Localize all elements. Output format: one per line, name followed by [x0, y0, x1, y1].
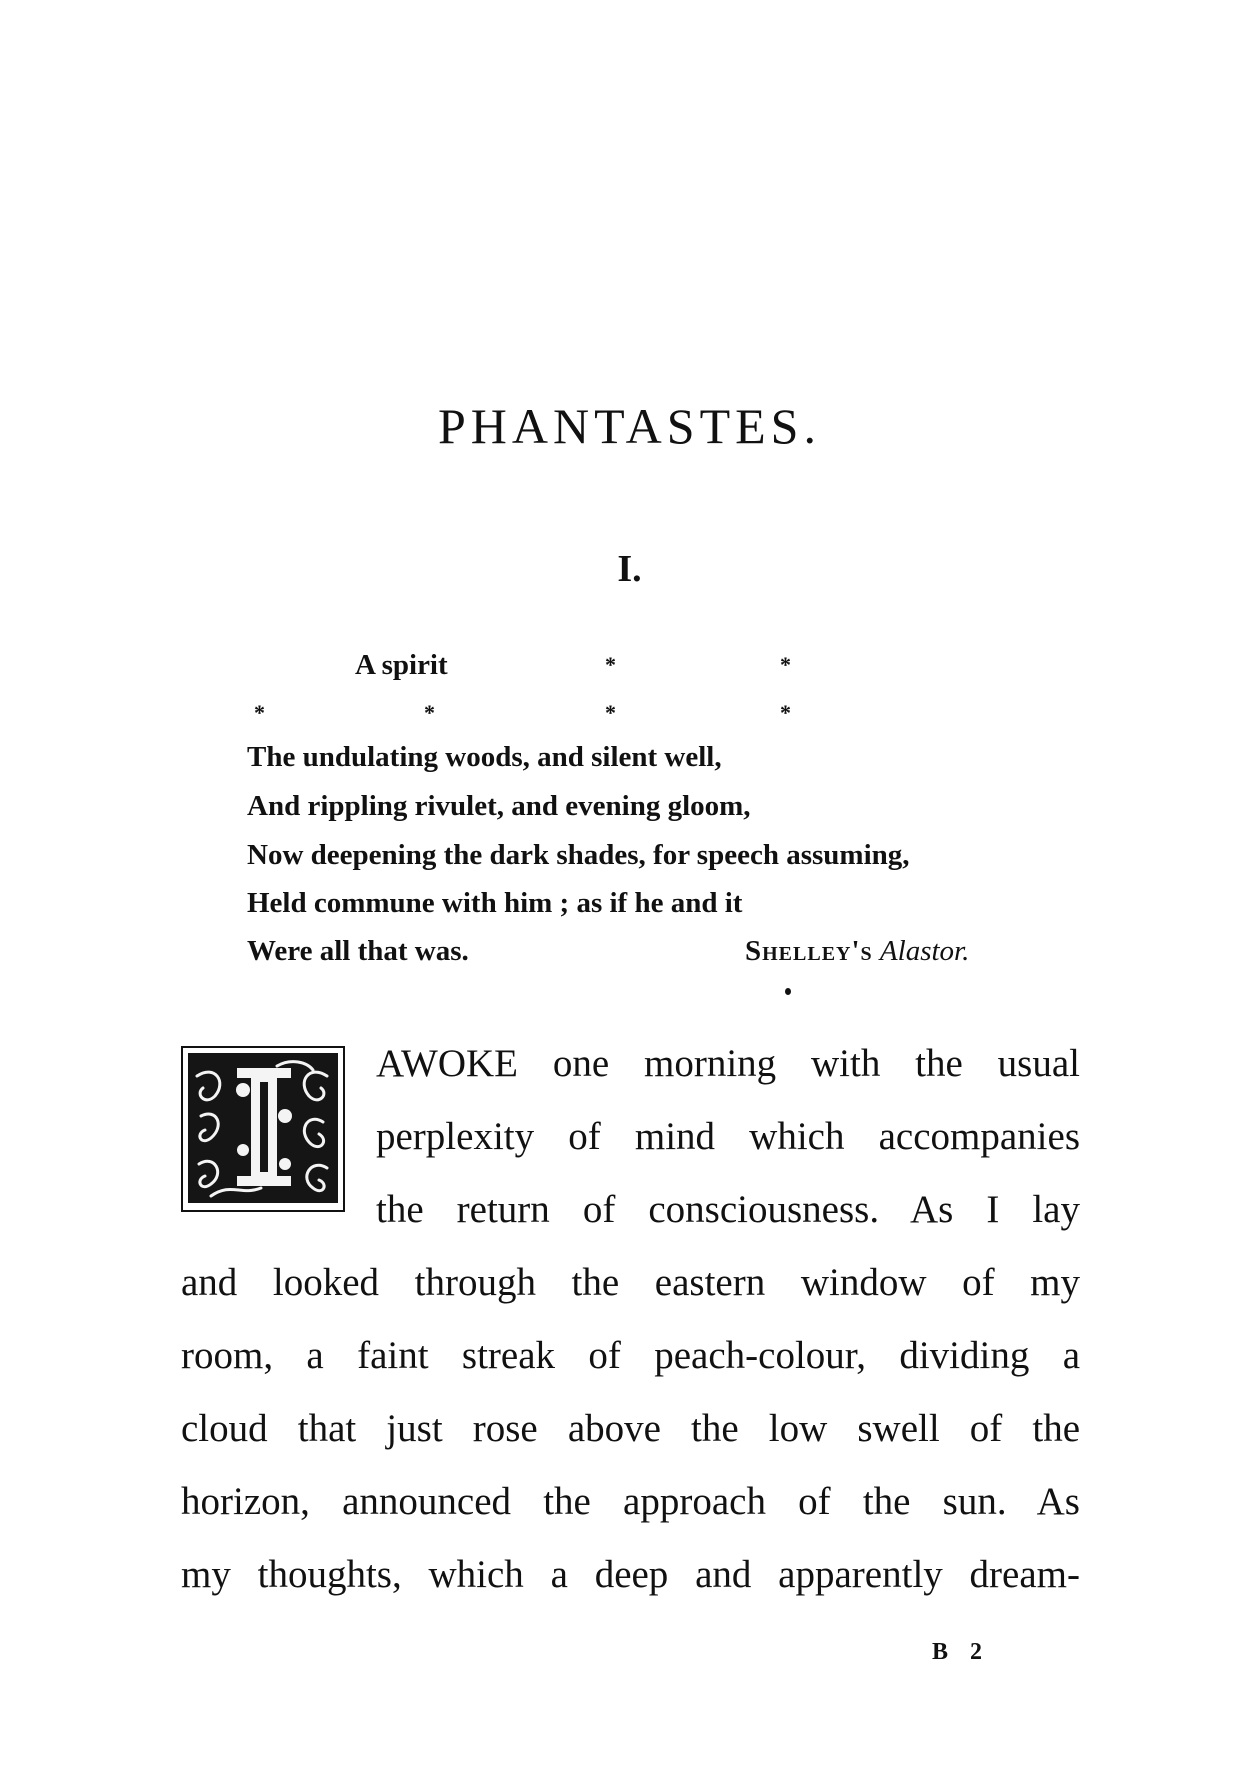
epigraph-line: Held commune with him ; as if he and it — [247, 887, 743, 919]
epigraph-star: * — [780, 700, 791, 725]
epigraph-attribution — [745, 934, 969, 968]
epigraph-star: * — [424, 700, 435, 725]
epigraph-line: The undulating woods, and silent well, — [247, 741, 722, 773]
body-line: cloud that just rose above the low swell of the — [181, 1407, 1080, 1450]
body-line: the return of consciousness. As I lay — [376, 1188, 1080, 1231]
epigraph-star: * — [780, 652, 791, 677]
drop-cap-letter: I — [262, 1146, 264, 1147]
epigraph-star: * — [254, 700, 265, 725]
body-line: room, a faint streak of peach-colour, dividing a — [181, 1334, 1080, 1377]
attribution-author: Shelley's — [745, 935, 873, 967]
epigraph-line: And rippling rivulet, and evening gloom, — [247, 790, 751, 822]
drop-cap-ornament — [181, 1046, 345, 1212]
epigraph-line: Were all that was. — [247, 935, 469, 967]
body-line: perplexity of mind which accompanies — [376, 1115, 1080, 1158]
epigraph-star: * — [605, 700, 616, 725]
body-line: AWOKE one morning with the usual — [376, 1042, 1080, 1085]
epigraph-first-line: A spirit — [355, 649, 448, 681]
epigraph-line: Now deepening the dark shades, for speech assuming, — [247, 839, 910, 871]
signature-mark: B 2 — [932, 1639, 991, 1665]
attribution-work: Alastor. — [879, 935, 970, 967]
epigraph-star: * — [605, 652, 616, 677]
body-line: horizon, announced the approach of the sun. As — [181, 1480, 1080, 1523]
chapter-number: I. — [617, 548, 642, 590]
body-line: my thoughts, which a deep and apparently dream- — [181, 1553, 1080, 1596]
ornament-dot — [785, 988, 791, 995]
book-title: PHANTASTES. — [438, 398, 821, 454]
body-line: and looked through the eastern window of my — [181, 1261, 1080, 1304]
